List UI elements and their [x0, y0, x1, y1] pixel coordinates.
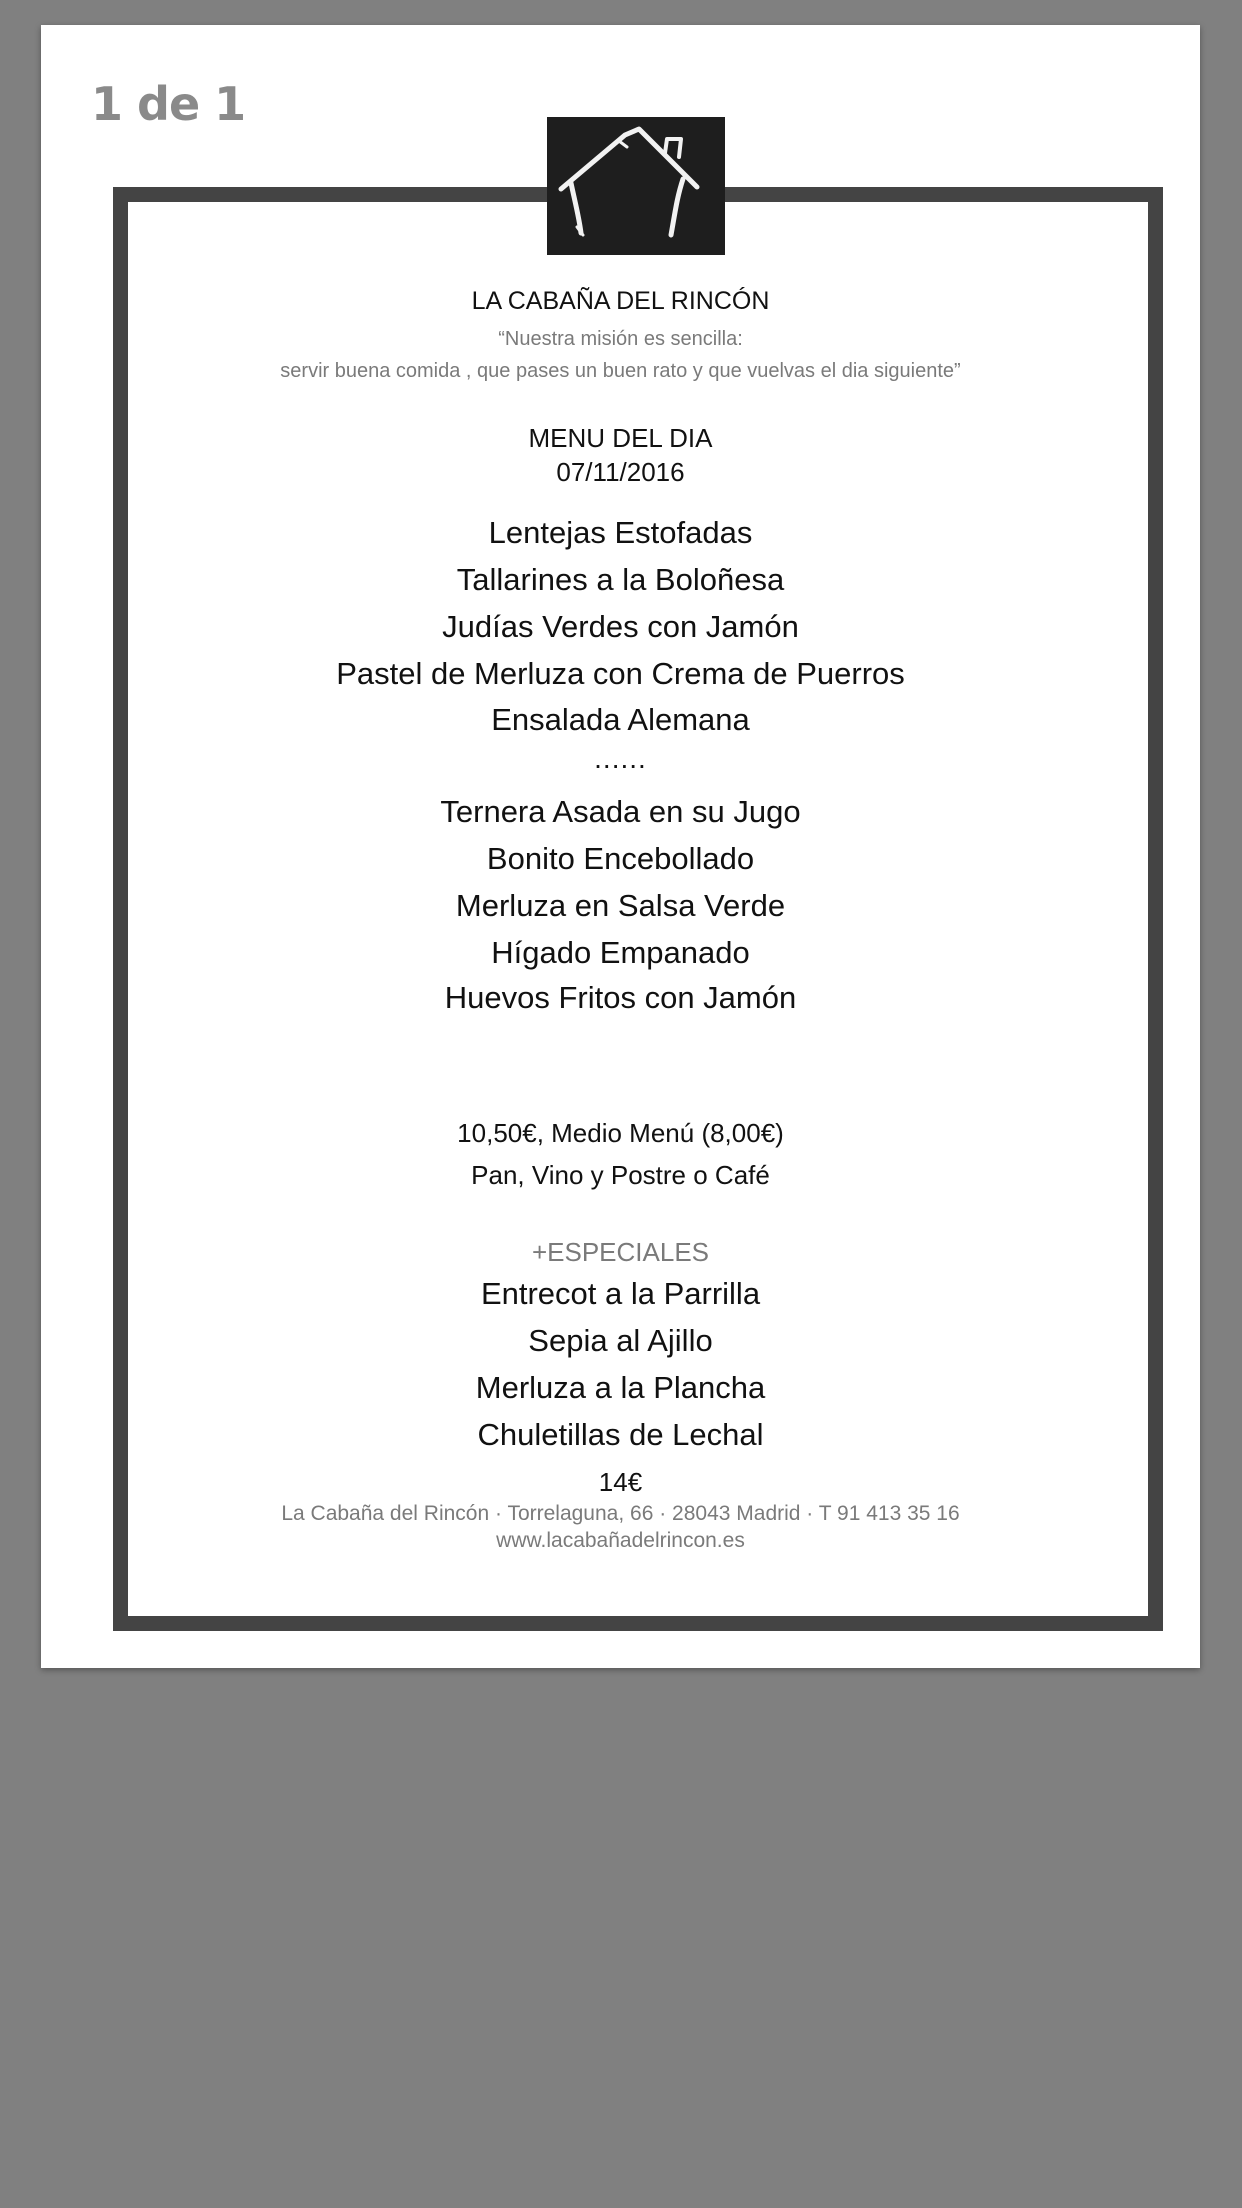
special-item: Entrecot a la Parrilla — [480, 1276, 761, 1311]
specials-price: 14€ — [598, 1467, 643, 1497]
specials-title: +ESPECIALES — [531, 1237, 710, 1267]
special-item: Sepia al Ajillo — [528, 1323, 713, 1358]
special-item: Chuletillas de Lechal — [477, 1417, 764, 1452]
second-course-item: Hígado Empanado — [491, 935, 750, 970]
first-course-item: Lentejas Estofadas — [488, 515, 753, 550]
second-course-item: Bonito Encebollado — [486, 841, 755, 876]
footer-website: www.lacabañadelrincon.es — [496, 1529, 745, 1552]
first-course-item: Judías Verdes con Jamón — [442, 609, 799, 644]
first-course-item: Tallarines a la Boloñesa — [456, 562, 785, 597]
second-course-item: Merluza en Salsa Verde — [455, 888, 786, 923]
tagline-line-2: servir buena comida , que pases un buen rato y que vuelvas el dia siguiente” — [280, 360, 961, 382]
footer-address: La Cabaña del Rincón · Torrelaguna, 66 · 28043 Madrid · T 91 413 35 16 — [281, 1502, 960, 1525]
course-separator: ...... — [594, 743, 647, 774]
second-course-item: Ternera Asada en su Jugo — [440, 794, 801, 829]
menu-price: 10,50€, Medio Menú (8,00€) — [457, 1118, 784, 1148]
page-indicator: 1 de 1 — [91, 77, 246, 131]
first-course-item: Pastel de Merluza con Crema de Puerros — [336, 656, 905, 691]
tagline-line-1: “Nuestra misión es sencilla: — [498, 328, 743, 350]
page-sheet — [41, 25, 1200, 1668]
menu-includes: Pan, Vino y Postre o Café — [471, 1160, 770, 1190]
menu-date: 07/11/2016 — [556, 457, 685, 487]
first-course-item: Ensalada Alemana — [491, 702, 750, 737]
menu-title: MENU DEL DIA — [528, 423, 713, 453]
special-item: Merluza a la Plancha — [475, 1370, 766, 1405]
house-logo-icon — [547, 117, 725, 255]
restaurant-name: LA CABAÑA DEL RINCÓN — [471, 287, 770, 315]
second-course-item: Huevos Fritos con Jamón — [444, 980, 797, 1015]
